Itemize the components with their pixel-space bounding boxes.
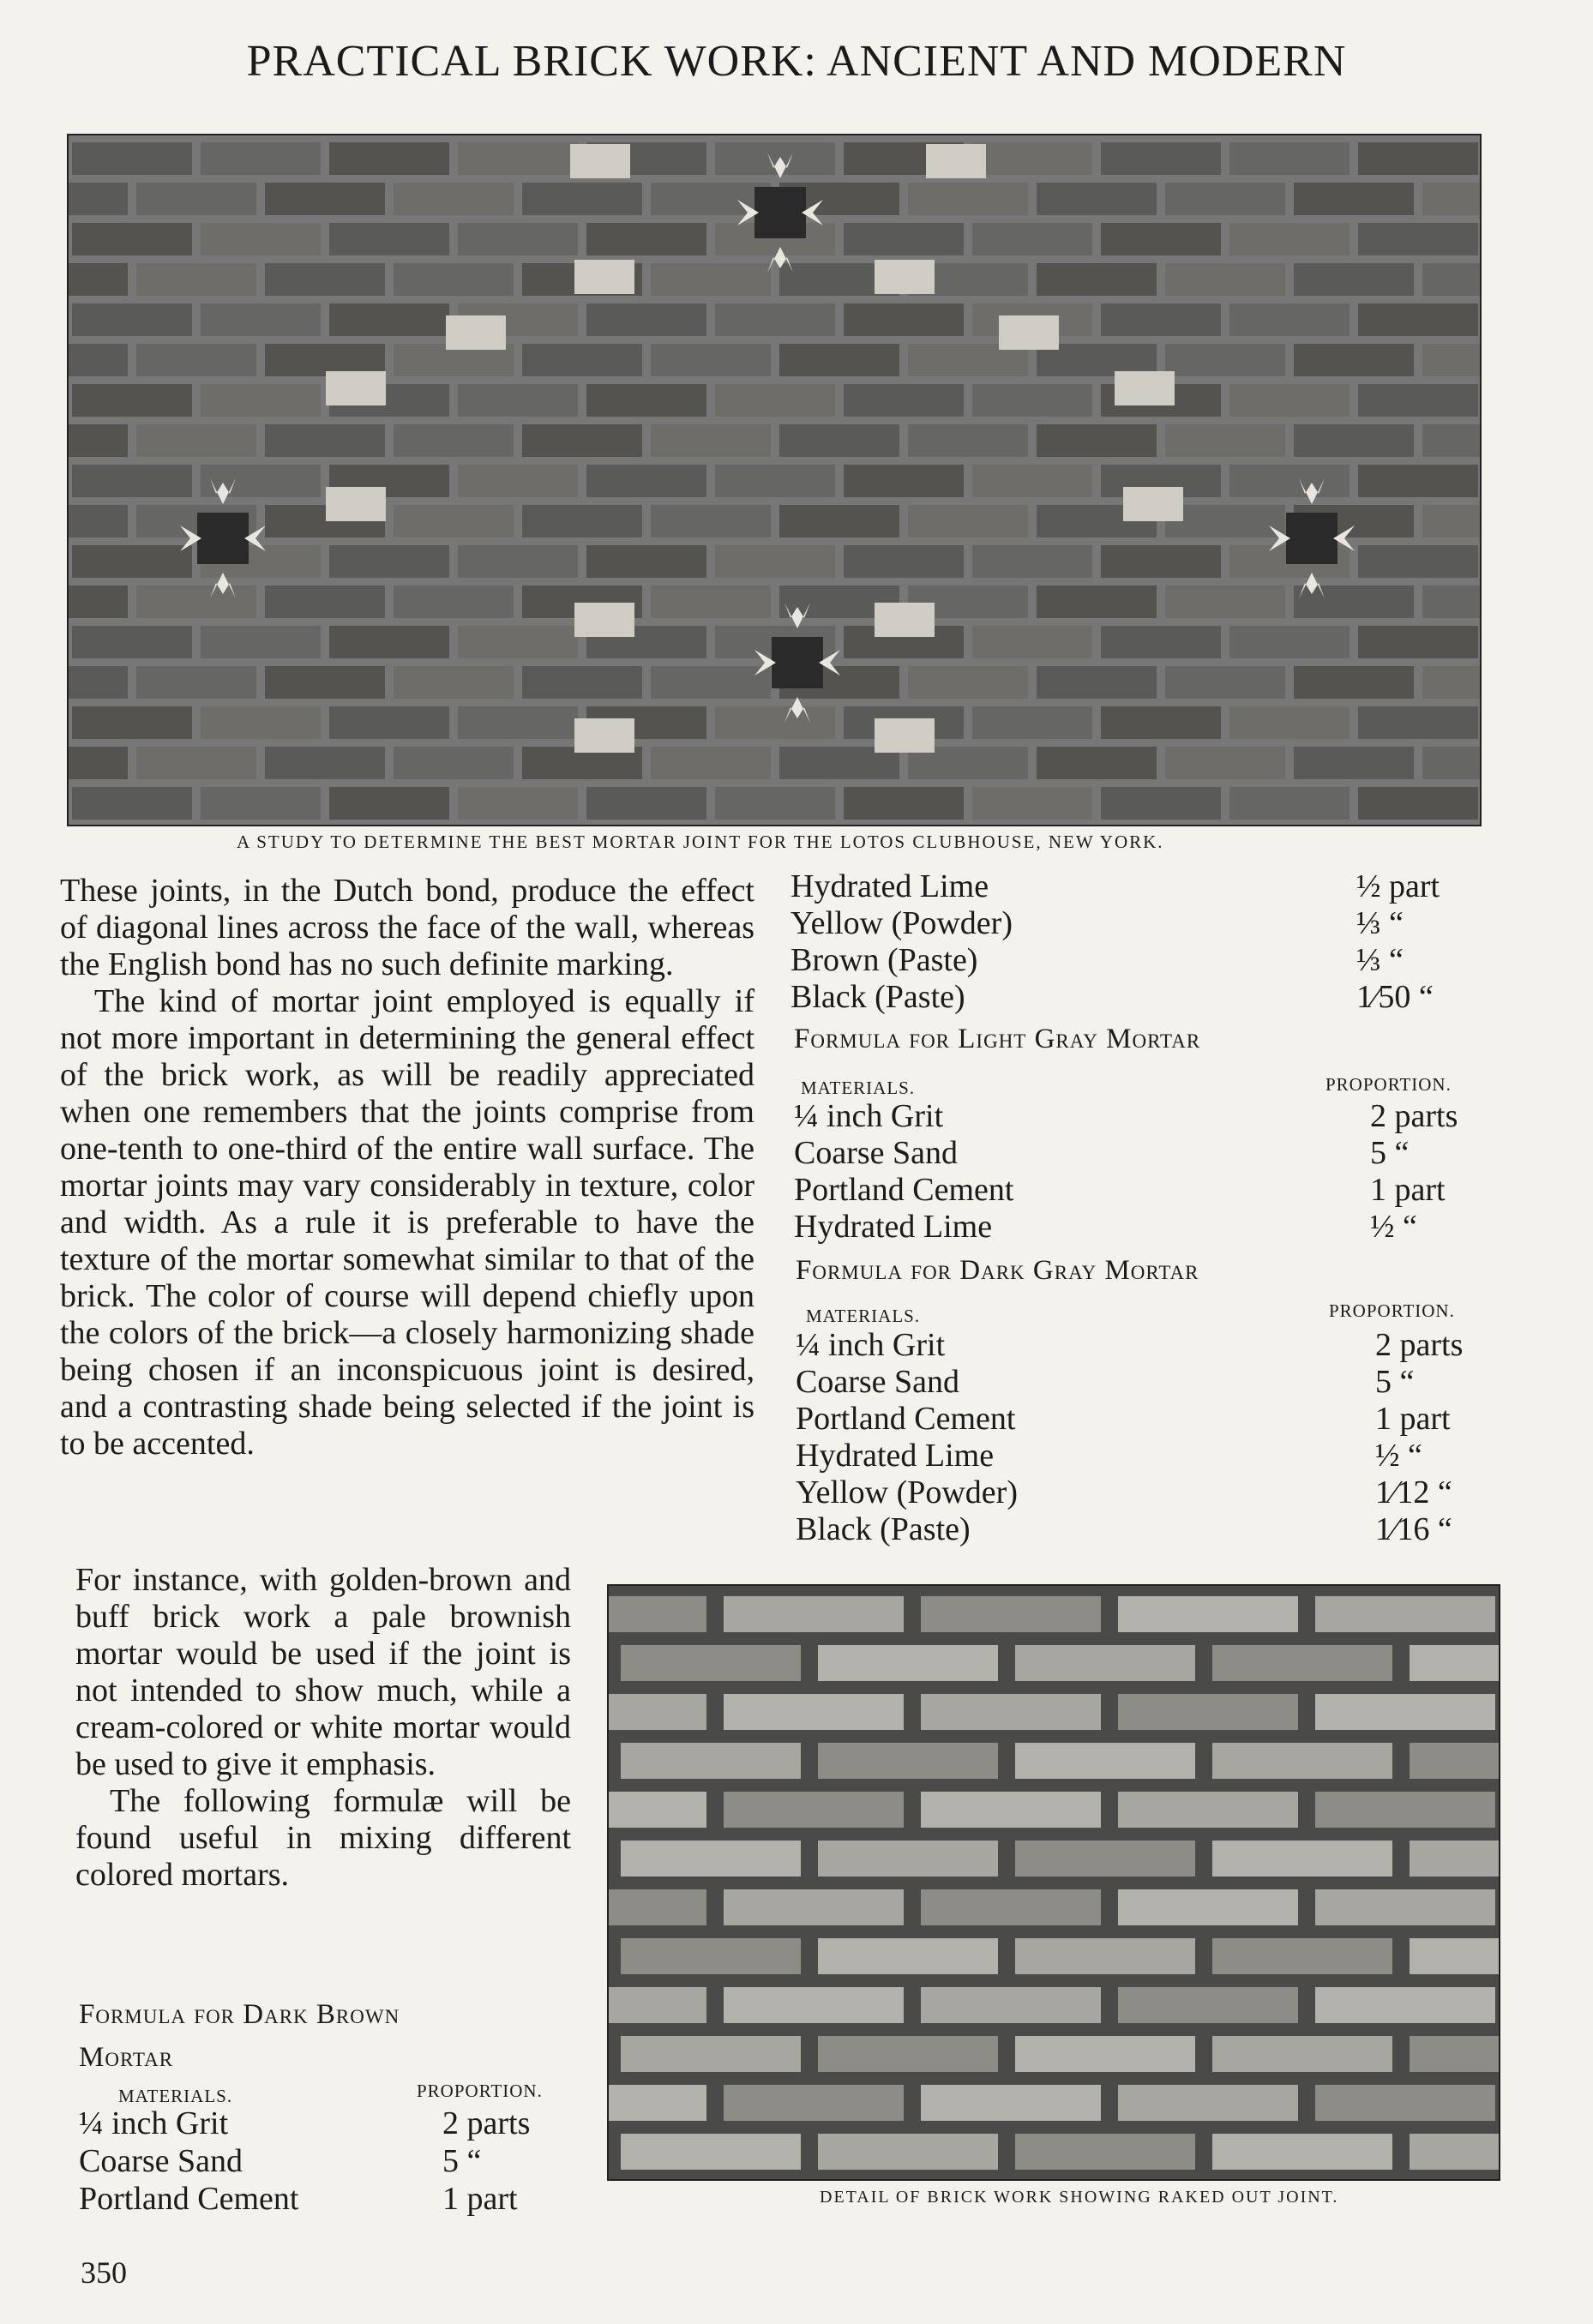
material-proportion: 5 “ bbox=[1370, 1135, 1410, 1171]
material-proportion: ½ “ bbox=[1370, 1209, 1417, 1245]
paragraph-3: The following formulæ will be found useful in mixing different colored mortars. bbox=[75, 1783, 571, 1893]
material-proportion: 1⁄16 “ bbox=[1375, 1511, 1452, 1547]
material-proportion: 2 parts bbox=[1375, 1327, 1464, 1363]
material-name: Hydrated Lime bbox=[794, 1209, 993, 1245]
material-name: Yellow (Powder) bbox=[790, 905, 1013, 941]
material-name: Portland Cement bbox=[794, 1172, 1014, 1208]
paragraph-1: These joints, in the Dutch bond, produce the effect of diagonal lines across the face of the wall, whereas the English bond has no such definite marking. bbox=[60, 873, 754, 982]
body-text-lower bbox=[75, 1562, 571, 1894]
material-name: Brown (Paste) bbox=[790, 942, 978, 978]
material-proportion: ⅓ “ bbox=[1356, 905, 1404, 941]
material-proportion: 1⁄50 “ bbox=[1356, 979, 1434, 1015]
material-name: Hydrated Lime bbox=[796, 1438, 995, 1474]
dark-gray-proportion-label: PROPORTION. bbox=[1329, 1300, 1455, 1321]
material-name: Black (Paste) bbox=[796, 1511, 971, 1547]
light-gray-materials-label: MATERIALS. bbox=[801, 1078, 916, 1098]
material-name: ¼ inch Grit bbox=[796, 1327, 946, 1363]
bottom-figure-caption: DETAIL OF BRICK WORK SHOWING RAKED OUT JOINT. bbox=[820, 2188, 1339, 2207]
top-figure-caption: A STUDY TO DETERMINE THE BEST MORTAR JOINT FOR THE LOTOS CLUBHOUSE, NEW YORK. bbox=[237, 832, 1164, 852]
dark-brown-proportion-label: PROPORTION. bbox=[417, 2081, 543, 2101]
brick-wall-lotus-image bbox=[69, 135, 1480, 825]
light-gray-proportion-label: PROPORTION. bbox=[1325, 1074, 1452, 1095]
page-number: 350 bbox=[81, 2255, 127, 2290]
material-proportion: 1 part bbox=[1370, 1172, 1446, 1208]
formula-dark-gray-heading: Formula for Dark Gray Mortar bbox=[796, 1255, 1199, 1286]
material-proportion: ⅓ “ bbox=[1356, 942, 1404, 978]
material-proportion: ½ part bbox=[1356, 868, 1440, 904]
material-name: Coarse Sand bbox=[794, 1135, 959, 1171]
formula-light-gray-heading: Formula for Light Gray Mortar bbox=[794, 1024, 1201, 1054]
paragraph-2-continued: For instance, with golden-brown and buff brick work a pale brownish mortar would be used if the joint is not intended to show much, while a cream-colored or white mortar would be used to give it emphasis. bbox=[75, 1562, 571, 1782]
material-proportion: 5 “ bbox=[1375, 1364, 1415, 1400]
body-text-upper bbox=[60, 873, 754, 1462]
material-name: Portland Cement bbox=[79, 2181, 299, 2217]
material-proportion: 5 “ bbox=[442, 2143, 482, 2179]
material-proportion: 1 part bbox=[442, 2181, 518, 2217]
material-proportion: 1 part bbox=[1375, 1401, 1451, 1437]
bottom-figure bbox=[607, 1584, 1500, 2181]
material-proportion: 1⁄12 “ bbox=[1375, 1474, 1452, 1510]
material-proportion: ½ “ bbox=[1375, 1438, 1422, 1474]
material-name: Yellow (Powder) bbox=[796, 1474, 1018, 1510]
dark-brown-materials-label: MATERIALS. bbox=[118, 2086, 233, 2106]
material-name: Black (Paste) bbox=[790, 979, 965, 1015]
top-figure bbox=[67, 134, 1482, 826]
material-name: ¼ inch Grit bbox=[79, 2105, 229, 2141]
material-name: Coarse Sand bbox=[79, 2143, 243, 2179]
page-title: PRACTICAL BRICK WORK: ANCIENT AND MODERN bbox=[246, 37, 1347, 86]
material-name: Coarse Sand bbox=[796, 1364, 960, 1400]
material-proportion: 2 parts bbox=[442, 2105, 531, 2141]
formula-dark-brown-heading: Formula for Dark Brown Mortar bbox=[79, 1999, 400, 2073]
material-name: Portland Cement bbox=[796, 1401, 1016, 1437]
paragraph-2: The kind of mortar joint employed is equally if not more important in determining the general effect of the brick work, as will be readily appreciated when one remembers that the joints comprise from one-tenth to one-third of the entire wall surface. The mortar joints may vary considerably in texture, color and width. As a rule it is preferable to have the texture of the mortar somewhat similar to that of the brick. The color of course will depend chiefly upon the colors of the brick—a closely harmonizing shade being chosen if an inconspicuous joint is desired, and a contrasting shade being selected if the joint is to be accented. bbox=[60, 983, 754, 1462]
material-name: ¼ inch Grit bbox=[794, 1098, 944, 1134]
dark-gray-materials-label: MATERIALS. bbox=[806, 1306, 921, 1326]
material-name: Hydrated Lime bbox=[790, 868, 989, 904]
material-proportion: 2 parts bbox=[1370, 1098, 1458, 1134]
raked-joint-brick-image bbox=[609, 1586, 1499, 2179]
